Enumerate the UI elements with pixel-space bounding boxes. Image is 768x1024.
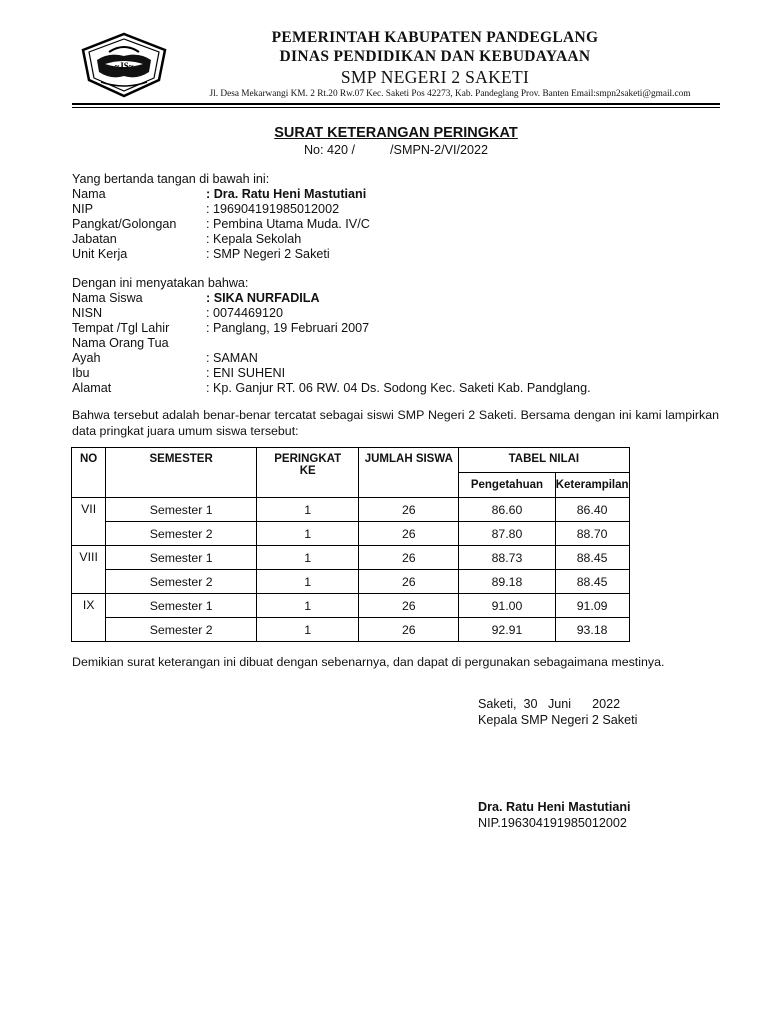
student-value: : Kp. Ganjur RT. 06 RW. 04 Ds. Sodong Kec. Saketi Kab. Pandglang.	[206, 381, 591, 395]
cell-knowledge: 86.60	[459, 498, 555, 522]
cell-skill: 86.40	[555, 498, 629, 522]
student-value: : ENI SUHENI	[206, 366, 286, 380]
cell-count: 26	[359, 618, 459, 642]
signer-value: : Pembina Utama Muda. IV/C	[206, 217, 370, 231]
col-header-rank	[257, 448, 359, 498]
cell-semester: Semester 2	[106, 618, 257, 642]
cell-grade: IX	[72, 594, 106, 642]
signer-value: : SMP Negeri 2 Saketi	[206, 247, 330, 261]
student-label: NISN	[72, 306, 103, 320]
signature-nip: NIP.196304191985012002	[478, 816, 627, 830]
col-header-knowledge: Pengetahuan	[459, 473, 555, 498]
cell-skill: 91.09	[555, 594, 629, 618]
table-row	[72, 618, 719, 642]
cell-rank: 1	[257, 594, 359, 618]
statement-paragraph: Bahwa tersebut adalah benar-benar tercatat sebagai siswi SMP Negeri 2 Saketi. Bersama dengan ini kami lampirkan data pringkat juara umum siswa tersebut:	[72, 408, 719, 438]
cell-semester: Semester 1	[106, 594, 257, 618]
col-header-no: NO	[72, 448, 106, 498]
cell-rank: 1	[257, 570, 359, 594]
signer-value: : Kepala Sekolah	[206, 232, 302, 246]
regency-crest-logo	[79, 30, 169, 98]
col-header-skill: Keterampilan	[555, 473, 629, 498]
rank-header-line2: KE	[299, 465, 316, 477]
rank-header-line1: PERINGKAT	[274, 453, 342, 465]
cell-count: 26	[359, 498, 459, 522]
header-school: SMP NEGERI 2 SAKETI	[340, 67, 530, 87]
intro-text: Yang bertanda tangan di bawah ini:	[72, 172, 270, 186]
header-address: Jl. Desa Mekarwangi KM. 2 Rt.20 Rw.07 Kec. Saketi Pos 42273, Kab. Pandeglang Prov. Banten Email:smpn2saketi@gmail.com	[209, 89, 691, 99]
signer-label: Jabatan	[72, 232, 117, 246]
cell-knowledge: 89.18	[459, 570, 555, 594]
cell-grade: VII	[72, 498, 106, 546]
cell-knowledge: 92.91	[459, 618, 555, 642]
cell-skill: 88.45	[555, 546, 629, 570]
signer-label: Unit Kerja	[72, 247, 128, 261]
cell-knowledge: 87.80	[459, 522, 555, 546]
student-label: Nama Orang Tua	[72, 336, 169, 350]
signer-value: : Dra. Ratu Heni Mastutiani	[206, 187, 367, 201]
signature-place-date: Saketi, 30 Juni 2022	[478, 697, 621, 711]
signer-label: Pangkat/Golongan	[72, 217, 177, 231]
header-rule-thin	[72, 107, 720, 108]
cell-rank: 1	[257, 618, 359, 642]
student-label: Alamat	[72, 381, 112, 395]
student-label: Tempat /Tgl Lahir	[72, 321, 170, 335]
cell-count: 26	[359, 594, 459, 618]
cell-semester: Semester 2	[106, 522, 257, 546]
table-row	[72, 594, 719, 618]
cell-rank: 1	[257, 498, 359, 522]
cell-rank: 1	[257, 522, 359, 546]
table-row	[72, 546, 719, 570]
student-label: Nama Siswa	[72, 291, 143, 305]
col-header-count: JUMLAH SISWA	[359, 448, 459, 498]
closing-paragraph: Demikian surat keterangan ini dibuat dengan sebenarnya, dan dapat di pergunakan sebagaimana mestinya.	[72, 655, 665, 669]
student-value: : Panglang, 19 Februari 2007	[206, 321, 370, 335]
cell-skill: 88.70	[555, 522, 629, 546]
document-number: No: 420 / /SMPN-2/VI/2022	[303, 143, 489, 157]
declaration-text: Dengan ini menyatakan bahwa:	[72, 276, 249, 290]
ranking-table	[71, 447, 719, 642]
cell-semester: Semester 1	[106, 498, 257, 522]
cell-count: 26	[359, 546, 459, 570]
col-header-semester: SEMESTER	[106, 448, 257, 498]
student-value: : SAMAN	[206, 351, 258, 365]
cell-skill: 93.18	[555, 618, 629, 642]
cell-semester: Semester 2	[106, 570, 257, 594]
header-rule-thick	[72, 103, 720, 105]
cell-knowledge: 88.73	[459, 546, 555, 570]
document-title: SURAT KETERANGAN PERINGKAT	[274, 125, 518, 141]
student-value: : SIKA NURFADILA	[206, 291, 320, 305]
table-row	[72, 570, 719, 594]
col-header-scores: TABEL NILAI	[459, 448, 629, 473]
cell-rank: 1	[257, 546, 359, 570]
cell-grade: VIII	[72, 546, 106, 594]
signer-label: NIP	[72, 202, 93, 216]
cell-knowledge: 91.00	[459, 594, 555, 618]
cell-count: 26	[359, 522, 459, 546]
student-label: Ibu	[72, 366, 90, 380]
cell-count: 26	[359, 570, 459, 594]
cell-skill: 88.45	[555, 570, 629, 594]
signer-value: : 196904191985012002	[206, 202, 340, 216]
cell-semester: Semester 1	[106, 546, 257, 570]
header-department: DINAS PENDIDIKAN DAN KEBUDAYAAN	[279, 48, 591, 65]
header-government: PEMERINTAH KABUPATEN PANDEGLANG	[271, 29, 599, 46]
table-row	[72, 498, 719, 522]
student-value: : 0074469120	[206, 306, 284, 320]
signature-position: Kepala SMP Negeri 2 Saketi	[478, 713, 638, 727]
table-row	[72, 522, 719, 546]
svg-text:~JS~: ~JS~	[114, 61, 134, 71]
student-label: Ayah	[72, 351, 101, 365]
signer-label: Nama	[72, 187, 106, 201]
signature-name: Dra. Ratu Heni Mastutiani	[478, 800, 631, 814]
